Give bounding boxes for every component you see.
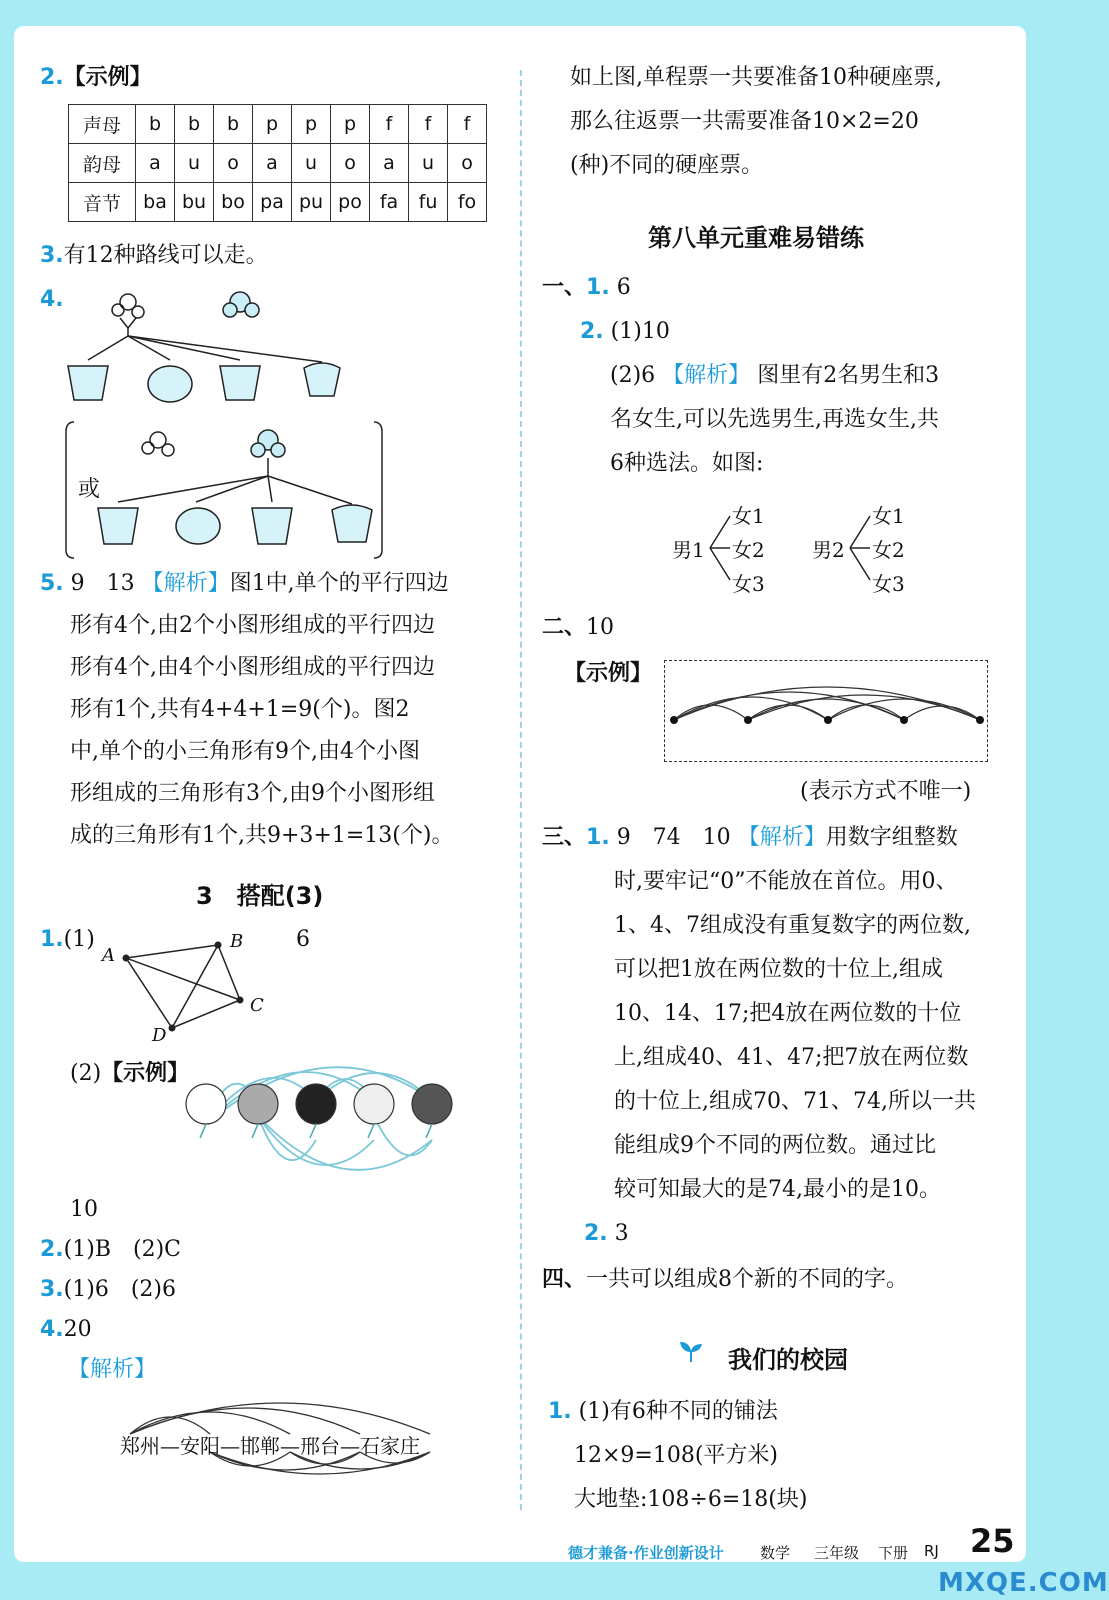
cell: pa (253, 183, 292, 222)
one-q2-line (580, 318, 670, 346)
cell: bo (214, 183, 253, 222)
s2-text: (1)B (2)C (63, 1237, 181, 1262)
s4-number: 4. (40, 1317, 64, 1342)
q5-answer: 9 13 (70, 571, 135, 596)
s3-number: 3. (40, 1277, 64, 1302)
three-text: 的十位上,组成70、71、74,所以一共 (614, 1089, 976, 1114)
q2-number: 2. (40, 65, 64, 90)
four-label: 四、 (542, 1267, 587, 1292)
three-q1-number: 1. (586, 825, 610, 850)
one-label: 一、 (542, 275, 587, 300)
s1-part2-answer: 10 (70, 1197, 98, 1222)
three-tag: 【解析】 (737, 825, 826, 850)
cell: o (214, 144, 253, 183)
point-d: D (152, 1025, 167, 1046)
cell: p (292, 105, 331, 144)
q5-text: 成的三角形有1个,共9+3+1=13(个)。 (70, 823, 454, 848)
cell: p (253, 105, 292, 144)
two-note: (表示方式不唯一) (800, 779, 972, 804)
one-line (542, 274, 631, 302)
footer-grade: 三年级 (814, 1544, 860, 1562)
row-head: 声母 (69, 105, 136, 144)
three-q2-line (584, 1220, 629, 1248)
page-number: 25 (970, 1522, 1015, 1560)
q5-text: 形有1个,共有4+4+1=9(个)。图2 (70, 697, 410, 722)
s1-part2-tag: 【示例】 (101, 1061, 190, 1086)
cell: fa (370, 183, 409, 222)
cell: fu (409, 183, 448, 222)
tree-root: 男1 (672, 538, 705, 562)
q3-text: 有12种路线可以走。 (63, 243, 268, 268)
pot-icon (68, 363, 340, 402)
tree-root: 男2 (812, 538, 845, 562)
cell: po (331, 183, 370, 222)
sprout-icon (678, 1340, 704, 1364)
three-label: 三、 (542, 825, 587, 850)
flower-icon (112, 294, 144, 336)
three-q2-answer: 3 (614, 1221, 629, 1246)
one-text: 6种选法。如图: (610, 451, 764, 476)
two-tag-text: 【示例】 (564, 661, 653, 686)
cell: u (175, 144, 214, 183)
three-text: 用数字组整数 (825, 825, 958, 850)
q5-number: 5. (40, 571, 64, 596)
campus-q1-number: 1. (548, 1399, 572, 1424)
column-divider (520, 70, 522, 1510)
four-text: 一共可以组成8个新的不同的字。 (586, 1267, 909, 1292)
quadrilateral-diagram (100, 930, 280, 1040)
q5-text: 形组成的三角形有3个,由9个小图形组 (70, 781, 435, 806)
three-text: 时,要牢记“0”不能放在首位。用0、 (614, 869, 958, 894)
one-q2-number: 2. (580, 319, 604, 344)
q5-line-1 (40, 570, 449, 598)
footer-subject: 数学 (760, 1544, 791, 1562)
tree-leaf: 女2 (872, 538, 905, 562)
cell: f (370, 105, 409, 144)
rose-icon (186, 1084, 452, 1124)
one-tag: 【解析】 (662, 363, 751, 388)
pinyin-table (68, 104, 487, 222)
flower-pot-diagram (60, 280, 400, 570)
point-c: C (250, 995, 264, 1016)
campus-q1-text: (1)有6种不同的铺法 (578, 1399, 778, 1424)
row-head: 音节 (69, 183, 136, 222)
cell: b (214, 105, 253, 144)
two-line (542, 614, 614, 642)
q5-text: 形有4个,由4个小图形组成的平行四边 (70, 655, 435, 680)
one-q2b-answer: (2)6 (610, 363, 656, 388)
one-q2b-line (610, 362, 939, 390)
cell: a (136, 144, 175, 183)
three-text: 可以把1放在两位数的十位上,组成 (614, 957, 943, 982)
s2-number: 2. (40, 1237, 64, 1262)
q2-tag: 【示例】 (63, 65, 152, 90)
one-text: 名女生,可以先选男生,再选女生,共 (610, 407, 939, 432)
table-row (69, 144, 487, 183)
tree-leaf: 女1 (872, 504, 905, 528)
s3-line (40, 1276, 176, 1304)
intro-text: (种)不同的硬座票。 (570, 153, 764, 178)
q3-number: 3. (40, 243, 64, 268)
campus-q1-line (548, 1398, 778, 1426)
s4-tag (68, 1356, 156, 1384)
one-q1-answer: 6 (616, 275, 631, 300)
one-q1-number: 1. (586, 275, 610, 300)
s1-part1: (1) (63, 927, 95, 952)
point-b: B (230, 931, 244, 952)
one-text: 图里有2名男生和3 (757, 363, 940, 388)
s4-tag-text: 【解析】 (68, 1357, 157, 1382)
two-tag (564, 660, 652, 688)
tree-leaf: 女1 (732, 504, 765, 528)
table-row (69, 183, 487, 222)
s3-text: (1)6 (2)6 (63, 1277, 176, 1302)
s1-number: 1. (40, 927, 64, 952)
three-q2-number: 2. (584, 1221, 608, 1246)
q2-line (40, 64, 152, 92)
row-head: 韵母 (69, 144, 136, 183)
q4-number-text: 4. (40, 287, 64, 312)
s1-part2-line (70, 1060, 189, 1088)
intro-text: 那么往返票一共需要准备10×2=20 (570, 109, 919, 134)
three-text: 较可知最大的是74,最小的是10。 (614, 1177, 941, 1202)
tree-leaf: 女2 (732, 538, 765, 562)
pot-icon (98, 505, 372, 544)
one-q2-answer: (1)10 (610, 319, 670, 344)
q5-text: 中,单个的小三角形有9个,由4个小图 (70, 739, 420, 764)
three-line (542, 824, 958, 852)
three-text: 10、14、17;把4放在两位数的十位 (614, 1001, 962, 1026)
footer-term: 下册 (878, 1544, 909, 1562)
s4-line (40, 1316, 92, 1344)
intro-text: 如上图,单程票一共要准备10种硬座票, (570, 65, 942, 90)
cell: ba (136, 183, 175, 222)
campus-line: 大地垫:108÷6=18(块) (574, 1487, 808, 1512)
cell: o (448, 144, 487, 183)
cell: u (292, 144, 331, 183)
flower-icon (142, 432, 174, 456)
s1-line (40, 926, 95, 954)
section-title: 第八单元重难易错练 (648, 224, 864, 252)
or-label: 或 (78, 477, 101, 502)
cell: fo (448, 183, 487, 222)
three-text: 能组成9个不同的两位数。通过比 (614, 1133, 936, 1158)
cell: o (331, 144, 370, 183)
q5-tag: 【解析】 (141, 571, 230, 596)
cell: pu (292, 183, 331, 222)
watermark: MXQE.COM (938, 1568, 1109, 1598)
q5-text: 图1中,单个的平行四边 (229, 571, 449, 596)
cell: u (409, 144, 448, 183)
campus-line: 12×9=108(平方米) (574, 1443, 779, 1468)
route-text: 郑州—安阳—邯郸—邢台—石家庄 (120, 1434, 420, 1458)
tree-leaf: 女3 (872, 572, 905, 596)
point-arcs (664, 660, 986, 760)
q5-text: 形有4个,由2个小图形组成的平行四边 (70, 613, 435, 638)
s4-text: 20 (63, 1317, 92, 1342)
cell: a (253, 144, 292, 183)
tree-leaf: 女3 (732, 572, 765, 596)
flower-icon (223, 292, 259, 317)
s1-answer: 6 (296, 927, 310, 952)
s1-part2: (2) (70, 1061, 102, 1086)
two-label: 二、 (542, 615, 587, 640)
three-text: 上,组成40、41、47;把7放在两位数 (614, 1045, 969, 1070)
cell: b (175, 105, 214, 144)
point-a: A (102, 945, 115, 966)
cell: f (448, 105, 487, 144)
three-q1-answer: 9 74 10 (616, 825, 731, 850)
q3-line (40, 242, 268, 270)
cell: b (136, 105, 175, 144)
cell: p (331, 105, 370, 144)
campus-title: 我们的校园 (728, 1346, 848, 1374)
rose-connections-diagram (180, 1060, 460, 1190)
two-answer: 10 (586, 615, 615, 640)
table-row (69, 105, 487, 144)
section-title: 3 搭配(3) (196, 882, 324, 910)
cell: a (370, 144, 409, 183)
flower-icon (251, 430, 285, 476)
s2-line (40, 1236, 181, 1264)
four-line (542, 1266, 908, 1294)
footer-brand: 德才兼备·作业创新设计 (568, 1544, 724, 1562)
footer-edition: RJ (924, 1542, 939, 1560)
cell: f (409, 105, 448, 144)
three-text: 1、4、7组成没有重复数字的两位数, (614, 913, 971, 938)
cell: bu (175, 183, 214, 222)
